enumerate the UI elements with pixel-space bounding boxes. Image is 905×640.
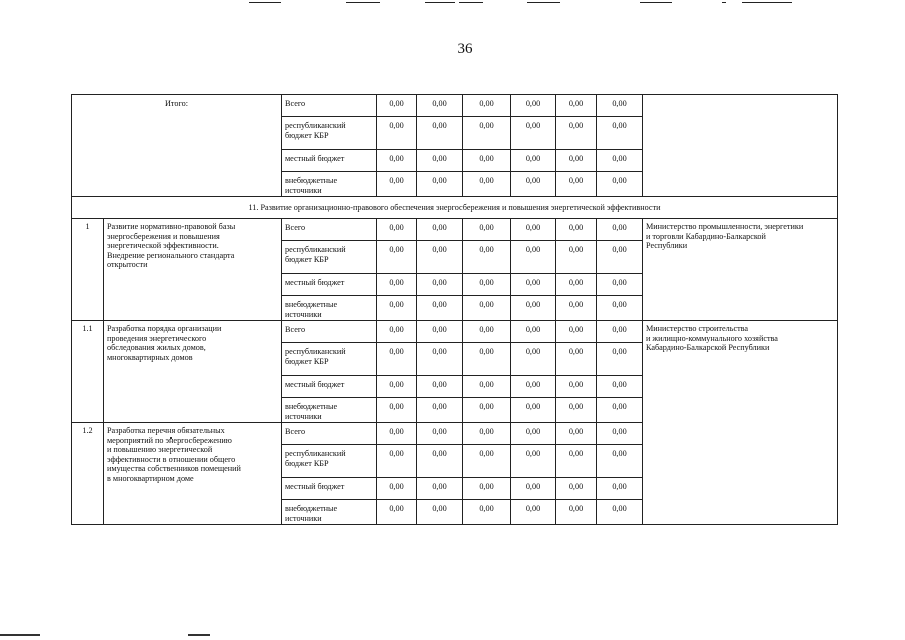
cell-text-line: Разработка перечня обязательных — [107, 426, 225, 435]
funding-source-cell — [282, 398, 377, 423]
value-cell: 0,00 — [597, 423, 643, 445]
value-cell: 0,00 — [556, 172, 597, 197]
value-cell: 0,00 — [377, 478, 417, 500]
value-cell: 0,00 — [377, 398, 417, 423]
value-cell: 0,00 — [556, 321, 597, 343]
funding-source-cell: местный бюджет — [282, 376, 377, 398]
cell-text-line: бюджет КБР — [285, 254, 329, 264]
cell-text-line: внебюджетные — [285, 176, 338, 185]
value-cell: 0,00 — [597, 478, 643, 500]
value-cell: 0,00 — [511, 95, 556, 117]
value-cell: 0,00 — [463, 500, 511, 525]
funding-source-cell — [282, 500, 377, 525]
value-cell: 0,00 — [463, 172, 511, 197]
funding-source-cell — [282, 117, 377, 150]
item-activity — [104, 219, 282, 321]
cell-text-line: Развитие нормативно-правовой базы — [107, 222, 236, 231]
cell-text-line: республиканский — [285, 121, 346, 130]
cell-text-line: и повышению энергетической — [107, 445, 213, 454]
value-cell: 0,00 — [377, 445, 417, 478]
value-cell: 0,00 — [556, 117, 597, 150]
cell-text-line: источники — [285, 309, 322, 319]
value-cell: 0,00 — [511, 376, 556, 398]
funding-source-cell: местный бюджет — [282, 274, 377, 296]
value-cell: 0,00 — [597, 150, 643, 172]
value-cell: 0,00 — [556, 296, 597, 321]
item-index: 1.1 — [72, 321, 104, 423]
value-cell: 0,00 — [377, 219, 417, 241]
cell-text-line: источники — [285, 185, 322, 195]
cell-text-line: многоквартирных домов — [107, 352, 193, 362]
funding-source-cell: Всего — [282, 219, 377, 241]
value-cell: 0,00 — [417, 172, 463, 197]
value-cell: 0,00 — [417, 423, 463, 445]
scan-dash — [722, 2, 726, 3]
scan-dash — [459, 2, 483, 3]
budget-table — [71, 94, 838, 525]
value-cell: 0,00 — [597, 376, 643, 398]
item-responsible — [643, 321, 838, 525]
value-cell: 0,00 — [463, 376, 511, 398]
value-cell: 0,00 — [377, 117, 417, 150]
value-cell: 0,00 — [556, 343, 597, 376]
cell-text-line: имущества собственников помещений — [107, 464, 241, 473]
value-cell: 0,00 — [417, 478, 463, 500]
value-cell: 0,00 — [597, 321, 643, 343]
value-cell: 0,00 — [597, 398, 643, 423]
value-cell: 0,00 — [377, 376, 417, 398]
value-cell: 0,00 — [511, 343, 556, 376]
funding-source-cell: Всего — [282, 423, 377, 445]
value-cell: 0,00 — [463, 117, 511, 150]
value-cell: 0,00 — [417, 500, 463, 525]
value-cell: 0,00 — [556, 500, 597, 525]
value-cell: 0,00 — [511, 500, 556, 525]
value-cell: 0,00 — [556, 274, 597, 296]
funding-source-cell: местный бюджет — [282, 478, 377, 500]
cell-text-line: Разработка порядка организации — [107, 324, 222, 333]
funding-source-cell — [282, 296, 377, 321]
cell-text-line: бюджет КБР — [285, 130, 329, 140]
value-cell: 0,00 — [463, 321, 511, 343]
value-cell: 0,00 — [597, 343, 643, 376]
value-cell: 0,00 — [417, 445, 463, 478]
value-cell: 0,00 — [417, 219, 463, 241]
cell-text-line: проведения энергетического — [107, 333, 207, 343]
item-responsible — [643, 219, 838, 321]
cell-text-line: Кабардино-Балкарской Республики — [646, 343, 770, 352]
value-cell: 0,00 — [463, 398, 511, 423]
cell-text-line: мероприятий по энергосбережению — [107, 435, 232, 445]
responsible-cell — [643, 95, 838, 197]
value-cell: 0,00 — [463, 95, 511, 117]
value-cell: 0,00 — [556, 95, 597, 117]
cell-text-line: обследования жилых домов, — [107, 343, 206, 352]
cell-text-line: внебюджетные — [285, 402, 338, 411]
value-cell: 0,00 — [511, 423, 556, 445]
item-index: 1 — [72, 219, 104, 321]
item-index: 1.2 — [72, 423, 104, 525]
funding-source-cell: Всего — [282, 321, 377, 343]
value-cell: 0,00 — [511, 117, 556, 150]
section-title: 11. Развитие организационно-правового обеспечения энергосбережения и повышения энергетической эффективности — [72, 197, 838, 219]
value-cell: 0,00 — [511, 296, 556, 321]
value-cell: 0,00 — [463, 445, 511, 478]
cell-text-line: бюджет КБР — [285, 458, 329, 468]
cell-text-line: внебюджетные — [285, 504, 338, 513]
funding-source-cell — [282, 172, 377, 197]
value-cell: 0,00 — [597, 274, 643, 296]
item-activity — [104, 423, 282, 525]
value-cell: 0,00 — [417, 343, 463, 376]
value-cell: 0,00 — [417, 376, 463, 398]
value-cell: 0,00 — [417, 150, 463, 172]
scan-dash — [188, 634, 210, 636]
value-cell: 0,00 — [377, 343, 417, 376]
value-cell: 0,00 — [597, 219, 643, 241]
value-cell: 0,00 — [463, 150, 511, 172]
value-cell: 0,00 — [556, 150, 597, 172]
value-cell: 0,00 — [556, 398, 597, 423]
value-cell: 0,00 — [597, 296, 643, 321]
value-cell: 0,00 — [377, 296, 417, 321]
itogo-label: Итого: — [72, 95, 282, 197]
table-row — [72, 95, 838, 117]
value-cell: 0,00 — [511, 150, 556, 172]
scan-dash — [0, 634, 40, 636]
value-cell: 0,00 — [417, 274, 463, 296]
cell-text-line: Министерство строительства — [646, 324, 749, 333]
value-cell: 0,00 — [417, 398, 463, 423]
value-cell: 0,00 — [377, 500, 417, 525]
value-cell: 0,00 — [463, 296, 511, 321]
cell-text-line: Министерство промышленности, энергетики — [646, 222, 804, 231]
value-cell: 0,00 — [597, 172, 643, 197]
value-cell: 0,00 — [417, 95, 463, 117]
value-cell: 0,00 — [511, 478, 556, 500]
value-cell: 0,00 — [417, 296, 463, 321]
funding-source-cell — [282, 241, 377, 274]
cell-text-line: эффективности в отношении общего — [107, 454, 236, 464]
value-cell: 0,00 — [377, 241, 417, 274]
value-cell: 0,00 — [597, 241, 643, 274]
page-number: 36 — [457, 41, 473, 57]
scan-dash — [742, 2, 792, 3]
scan-dash — [640, 2, 672, 3]
value-cell: 0,00 — [417, 241, 463, 274]
cell-text-line: энергетической эффективности. — [107, 241, 219, 250]
value-cell: 0,00 — [556, 478, 597, 500]
scan-dash — [425, 2, 455, 3]
value-cell: 0,00 — [511, 274, 556, 296]
table-row — [72, 219, 838, 241]
scan-dash — [249, 2, 281, 3]
scan-dash — [527, 2, 560, 3]
value-cell: 0,00 — [377, 274, 417, 296]
value-cell: 0,00 — [463, 423, 511, 445]
cell-text-line: источники — [285, 411, 322, 421]
value-cell: 0,00 — [377, 172, 417, 197]
cell-text-line: республиканский — [285, 245, 346, 254]
value-cell: 0,00 — [597, 500, 643, 525]
cell-text-line: республиканский — [285, 449, 346, 458]
value-cell: 0,00 — [377, 321, 417, 343]
value-cell: 0,00 — [556, 219, 597, 241]
cell-text-line: и жилищно-коммунального хозяйства — [646, 333, 778, 343]
section-header-row — [72, 197, 838, 219]
scan-dash — [346, 2, 380, 3]
value-cell: 0,00 — [597, 445, 643, 478]
cell-text-line: внебюджетные — [285, 300, 338, 309]
value-cell: 0,00 — [377, 95, 417, 117]
value-cell: 0,00 — [463, 343, 511, 376]
value-cell: 0,00 — [511, 172, 556, 197]
funding-source-cell — [282, 445, 377, 478]
value-cell: 0,00 — [463, 478, 511, 500]
cell-text-line: открытости — [107, 260, 148, 269]
cell-text-line: Республики — [646, 241, 688, 250]
value-cell: 0,00 — [511, 398, 556, 423]
value-cell: 0,00 — [377, 150, 417, 172]
value-cell: 0,00 — [556, 376, 597, 398]
item-activity — [104, 321, 282, 423]
cell-text-line: республиканский — [285, 347, 346, 356]
value-cell: 0,00 — [556, 445, 597, 478]
table-row — [72, 321, 838, 343]
cell-text-line: и торговли Кабардино-Балкарской — [646, 231, 766, 241]
value-cell: 0,00 — [511, 321, 556, 343]
funding-source-cell: Всего — [282, 95, 377, 117]
value-cell: 0,00 — [556, 423, 597, 445]
cell-text-line: энергосбережения и повышения — [107, 231, 220, 241]
value-cell: 0,00 — [463, 241, 511, 274]
value-cell: 0,00 — [597, 117, 643, 150]
cell-text-line: бюджет КБР — [285, 356, 329, 366]
table-body — [72, 95, 838, 525]
value-cell: 0,00 — [463, 274, 511, 296]
cell-text-line: источники — [285, 513, 322, 523]
value-cell: 0,00 — [597, 95, 643, 117]
value-cell: 0,00 — [417, 117, 463, 150]
value-cell: 0,00 — [377, 423, 417, 445]
cell-text-line: Внедрение регионального стандарта — [107, 250, 235, 260]
value-cell: 0,00 — [511, 219, 556, 241]
value-cell: 0,00 — [511, 241, 556, 274]
value-cell: 0,00 — [463, 219, 511, 241]
value-cell: 0,00 — [556, 241, 597, 274]
value-cell: 0,00 — [511, 445, 556, 478]
value-cell: 0,00 — [417, 321, 463, 343]
funding-source-cell — [282, 343, 377, 376]
funding-source-cell: местный бюджет — [282, 150, 377, 172]
cell-text-line: в многоквартирном доме — [107, 473, 194, 483]
